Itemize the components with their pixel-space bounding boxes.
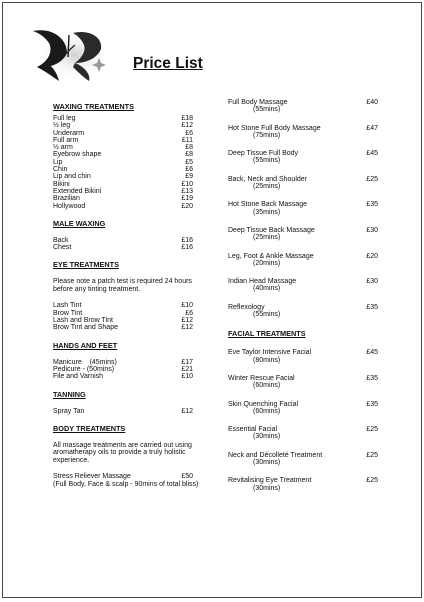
waxing-heading: WAXING TREATMENTS	[53, 102, 134, 111]
list-item: Deep Tissue Full Body £45 (55mins)	[228, 150, 378, 165]
body-treatments-heading: BODY TREATMENTS	[53, 423, 126, 433]
list-item: ½ arm £8	[53, 144, 193, 152]
list-item: File and Varnish £10	[53, 373, 193, 381]
list-item: Leg, Foot & Ankle Massage £20 (20mins)	[228, 252, 378, 267]
list-item: Extended Bikini £13	[53, 187, 193, 195]
list-item: Brow Tint £6	[53, 309, 193, 317]
list-item: Skin Quenching Facial £35 (60mins)	[228, 400, 378, 415]
price-list-page	[2, 2, 422, 598]
list-item: Essential Facial £25 (30mins)	[228, 426, 378, 441]
list-item: Underarm £6	[53, 129, 193, 137]
list-item: Lash Tint £10	[53, 302, 193, 310]
list-item: Lip and chin £9	[53, 173, 193, 181]
list-item: Winter Rescue Facial £35 (60mins)	[228, 374, 378, 390]
list-item: Lash and Brow Tint £12	[53, 317, 193, 325]
page-title: Price List	[133, 55, 203, 72]
hands-feet-heading: HANDS AND FEET	[53, 340, 118, 350]
left-column	[53, 102, 203, 488]
list-item: Brazilian £19	[53, 195, 193, 203]
right-column	[228, 99, 378, 492]
facial-treatments-heading: FACIAL TREATMENTS	[228, 329, 306, 339]
list-item: Bikini £10	[53, 180, 193, 188]
list-item: Deep Tissue Back Massage £30 (25mins)	[228, 226, 378, 242]
list-item: Full Body Massage £40 (55mins)	[228, 99, 378, 114]
list-item: Brow Tint and Shape £12	[53, 324, 193, 332]
list-item: Reflexology £35 (55mins)	[228, 303, 378, 319]
list-item: Indian Head Massage £30 (40mins)	[228, 278, 378, 293]
butterfly-logo-icon	[23, 23, 113, 85]
list-item: Manicure (45mins) £17	[53, 358, 193, 366]
hands-feet-list	[53, 359, 203, 381]
eye-treatments-list	[53, 302, 203, 331]
eye-treatments-heading: EYE TREATMENTS	[53, 260, 119, 270]
list-item: Pedicure - (50mins) £21	[53, 365, 193, 373]
list-item: Back £16	[53, 236, 193, 244]
list-item: Eve Taylor Intensive Facial £45 (80mins)	[228, 349, 378, 364]
list-item: Lip £5	[53, 158, 193, 166]
male-waxing-list	[53, 237, 203, 252]
list-item: Hot Stone Full Body Massage £47 (75mins)	[228, 124, 378, 139]
list-item: ½ leg £12	[53, 122, 193, 130]
list-item: Spray Tan £12	[53, 407, 193, 415]
list-item: Full arm £11	[53, 136, 193, 144]
list-item: Eyebrow shape £8	[53, 151, 193, 159]
massage-note: All massage treatments are carried out using aromatherapy oils to provide a truly holistic experience.	[53, 441, 192, 464]
stress-reliever-detail: (Full Body, Face & scalp - 90mins of total bliss)	[53, 480, 199, 488]
list-item: Revitalising Eye Treatment £25 (30mins)	[228, 477, 378, 492]
waxing-list	[53, 115, 203, 210]
list-item: Hot Stone Back Massage £35 (35mins)	[228, 201, 378, 216]
list-item: Full leg £18	[53, 115, 193, 122]
list-item: Back, Neck and Shoulder £25 (25mins)	[228, 175, 378, 191]
tanning-heading: TANNING	[53, 389, 86, 399]
male-waxing-heading: MALE WAXING	[53, 218, 106, 228]
list-item: Neck and Décolleté Treatment £25 (30mins)	[228, 451, 378, 467]
list-item: Chin £6	[53, 166, 193, 174]
list-item: Stress Reliever Massage £50	[53, 473, 193, 481]
facial-list	[228, 349, 378, 492]
list-item: Hollywood £20	[53, 202, 193, 210]
list-item: Chest £16	[53, 244, 193, 252]
patch-test-note: Please note a patch test is required 24 hours before any tinting treatment.	[53, 278, 192, 293]
massage-list	[228, 99, 378, 318]
